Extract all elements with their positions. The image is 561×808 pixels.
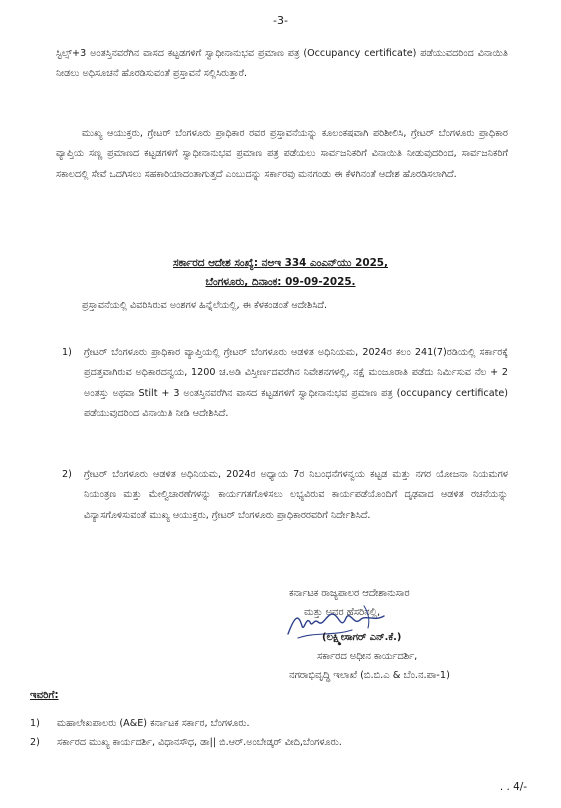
signatory-designation: ಸರ್ಕಾರದ ಅಧೀನ ಕಾರ್ಯದರ್ಶಿ, xyxy=(317,651,418,662)
cc-item xyxy=(30,714,520,733)
signature-authority: ಕರ್ನಾಟಕ ರಾಜ್ಯಪಾಲರ ಆದೇಶಾನುಸಾರ xyxy=(289,588,410,599)
cc-item xyxy=(30,733,520,752)
order-item-text: ಗ್ರೇಟರ್ ಬೆಂಗಳೂರು ಪ್ರಾಧಿಕಾರ ವ್ಯಾಪ್ತಿಯಲ್ಲಿ ಗ್ರೇಟರ್ ಬೆಂಗಳೂರು ಆಡಳಿತ ಅಧಿನಿಯಮ, 2024ರ ಕಲಂ 241(7)ರಡಿಯಲ್ಲಿ ಸರ್ಕಾರಕ್ಕೆ ಪ್ರದತ್ತವಾಗಿರುವ ಅಧಿಕಾರದನ್ವಯ, 1200 ಚ.ಅಡಿ ವಿಸ್ತೀರ್ಣದವರೆಗಿನ ನಿವೇಶನಗಳಲ್ಲಿ, ನಕ್ಷೆ ಮಂಜೂರಾತಿ ಪಡೆದು ನಿರ್ಮಿಸುವ ನೆಲ + 2 ಅಂತಸ್ತು ಅಥವಾ Stilt + 3 ಅಂತಸ್ತಿನವರೆಗಿನ ವಾಸದ ಕಟ್ಟಡಗಳಿಗೆ ಸ್ವಾಧೀನಾನುಭವ ಪ್ರಮಾಣ ಪತ್ರ (occupancy certificate) ಪಡೆಯುವುದರಿಂದ ವಿನಾಯಿತಿ ನೀಡಿ ಆದೇಶಿಸಿದೆ. xyxy=(84,347,508,419)
cc-item-text: ಸರ್ಕಾರದ ಮುಖ್ಯ ಕಾರ್ಯದರ್ಶಿ, ವಿಧಾನಸೌಧ, ಡಾ|| ಬಿ.ಆರ್.ಅಂಬೇಡ್ಕರ್ ವೀದಿ,ಬೆಂಗಳೂರು. xyxy=(57,737,342,748)
paragraph-proposal: ಸ್ಟಿಲ್ಸ್+3 ಅಂತಸ್ತಿನವರೆಗಿನ ವಾಸದ ಕಟ್ಟಡಗಳಿಗೆ ಸ್ವಾಧೀನಾನುಭವ ಪ್ರಮಾಣ ಪತ್ರ (Occupancy certificate) ಪಡೆಯುವದರಿಂದ ವಿನಾಯಿತಿ ನೀಡಲು ಅಧಿಸೂಚನೆ ಹೊರಡಿಸುವಂತೆ ಪ್ರಸ್ತಾವನೆ ಸಲ್ಲಿಸಿರುತ್ತಾರೆ. xyxy=(56,48,508,80)
cc-item-text: ಮಹಾಲೇಖಪಾಲರು (A&E) ಕರ್ನಾಟಕ ಸರ್ಕಾರ, ಬೆಂಗಳೂರು. xyxy=(57,718,250,729)
signature-authority-2: ಮತ್ತು ಅವರ ಹೆಸರಿನಲ್ಲಿ, xyxy=(304,607,381,618)
order-item xyxy=(62,343,508,424)
order-item-text: ಗ್ರೇಟರ್ ಬೆಂಗಳೂರು ಆಡಳಿತ ಅಧಿನಿಯಮ, 2024ರ ಅಧ್ಯಾಯ 7ರ ನಿಬಂಧನೆಗಳನ್ವಯ ಕಟ್ಟಡ ಮತ್ತು ನಗರ ಯೋಜನಾ ನಿಯಮಗಳ ನಿಯಂತ್ರಣ ಮತ್ತು ಮೇಲ್ವಿಚಾರಣೆಗಳನ್ನು ಕಾರ್ಯಗತಗೊಳಿಸಲು ಲಭ್ಯವಿರುವ ಕಾರ್ಯಪಡೆಯೊಂದಿಗೆ ದೃಢವಾದ ಆಡಳಿತ ರಚನೆಯನ್ನು ವಿನ್ಯಾಸಗೊಳಿಸುವಂತೆ ಮುಖ್ಯ ಆಯುಕ್ತರು, ಗ್ರೇಟರ್ ಬೆಂಗಳೂರು ಪ್ರಾಧಿಕಾರರವರಿಗೆ ನಿರ್ದೇಶಿಸಿದೆ. xyxy=(84,469,508,521)
cc-item-number: 1) xyxy=(30,718,40,729)
continued-marker: . . 4/- xyxy=(499,781,527,793)
order-heading xyxy=(40,254,521,292)
order-item xyxy=(62,465,508,526)
paragraph-directive: ಪ್ರಸ್ತಾವನೆಯಲ್ಲಿ ವಿವರಿಸಿರುವ ಅಂಶಗಳ ಹಿನ್ನೆಲೆಯಲ್ಲಿ, ಈ ಕೆಳಕಂಡಂತೆ ಆದೇಶಿಸಿದೆ. xyxy=(82,300,328,311)
signatory-department: ನಗರಾಭಿವೃದ್ಧಿ ಇಲಾಖೆ (ಬಿ.ಬಿ.ಎ & ಬೆಂ.ನ.ಪಾ-1) xyxy=(289,670,450,681)
signatory-name: (ಲಕ್ಷ್ಮೀಸಾಗರ್ ಎನ್.ಕೆ.) xyxy=(322,632,402,643)
page-number: -3- xyxy=(273,14,288,27)
order-item-number: 1) xyxy=(62,347,72,358)
order-item-number: 2) xyxy=(62,469,72,480)
cc-heading: ಇವರಿಗೆ: xyxy=(30,690,59,701)
order-number: ಸರ್ಕಾರದ ಆದೇಶ ಸಂಖ್ಯೆ: ನಅಇ 334 ಎಂಎನ್‌ಯು 2025, xyxy=(173,257,388,269)
paragraph-review: ಮುಖ್ಯ ಆಯುಕ್ತರು, ಗ್ರೇಟರ್ ಬೆಂಗಳೂರು ಪ್ರಾಧಿಕಾರ ರವರ ಪ್ರಸ್ತಾವನೆಯನ್ನು ಕೂಲಂಕಷವಾಗಿ ಪರಿಶೀಲಿಸಿ, ಗ್ರೇಟರ್ ಬೆಂಗಳೂರು ಪ್ರಾಧಿಕಾರ ವ್ಯಾಪ್ತಿಯ ಸಣ್ಣ ಪ್ರಮಾಣದ ಕಟ್ಟಡಗಳಿಗೆ ಸ್ವಾಧೀನಾನುಭವ ಪ್ರಮಾಣ ಪತ್ರ ಪಡೆಯಲು ಸಾರ್ವಜನಿಕರಿಗೆ ವಿನಾಯಿತಿ ನೀಡುವುದರಿಂದ, ಸಾರ್ವಜನಿಕರಿಗೆ ಸಕಾಲದಲ್ಲಿ ಸೇವೆ ಒದಗಿಸಲು ಸಹಕಾರಿಯಾದಂತಾಗುತ್ತದೆ ಎಂಬುದನ್ನು ಸರ್ಕಾರವು ಮನಗಂಡು ಈ ಕೆಳಗಿನಂತೆ ಆದೇಶ ಹೊರಡಿಸಲಾಗಿದೆ. xyxy=(56,128,508,180)
order-place-date: ಬೆಂಗಳೂರು, ದಿನಾಂಕ: 09-09-2025. xyxy=(205,276,356,288)
cc-item-number: 2) xyxy=(30,737,40,748)
